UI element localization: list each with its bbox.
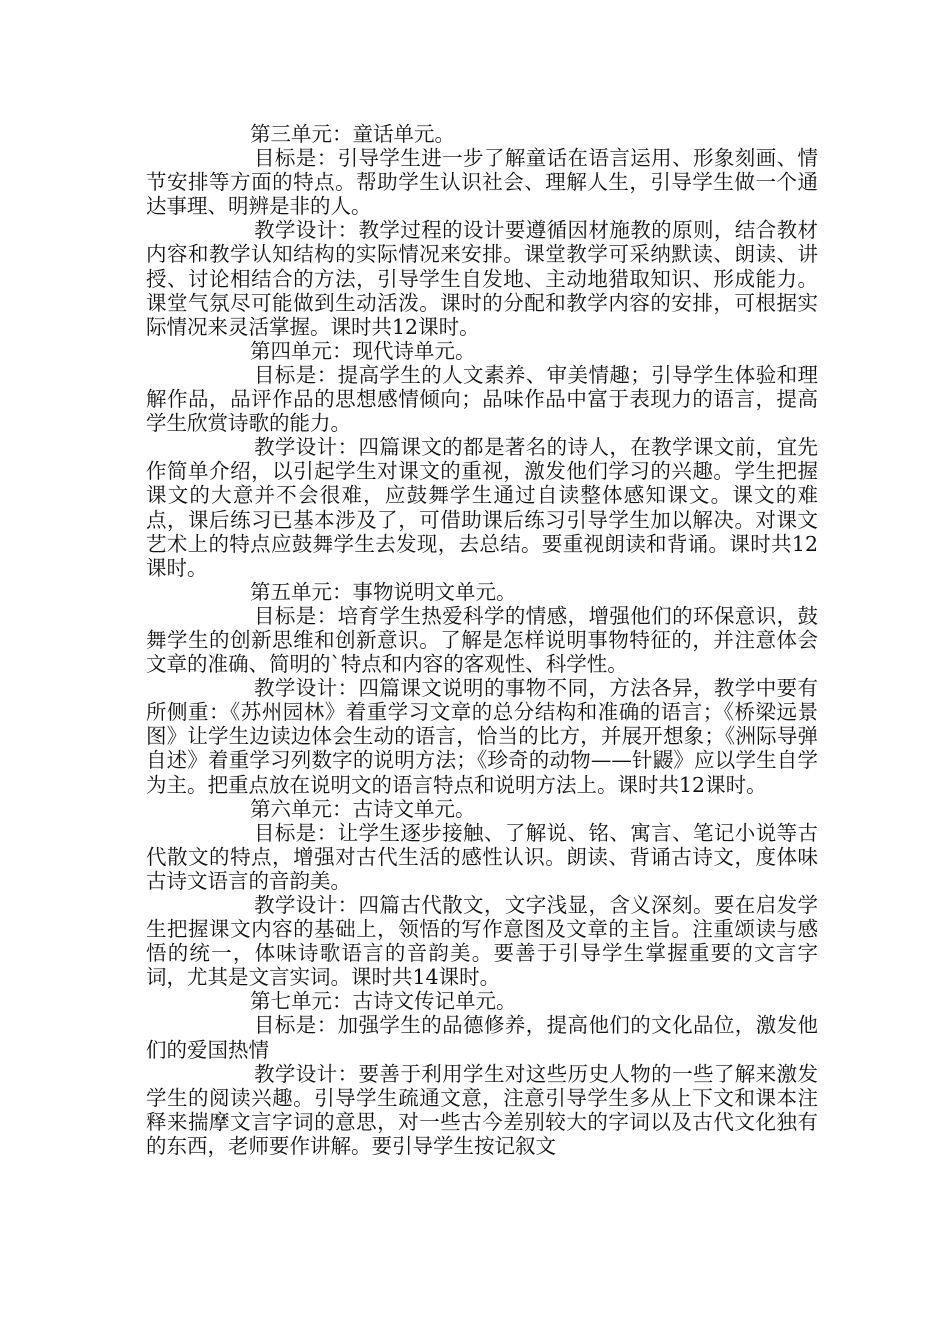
unit-4-goal: 目标是：提高学生的人文素养、审美情趣；引导学生体验和理解作品，品评作品的思想感情倾向；品味作品中富于表现力的语言，提高学生欣赏诗歌的能力。 — [146, 362, 818, 436]
unit-7-title: 第七单元：古诗文传记单元。 — [250, 989, 517, 1014]
unit-5-title: 第五单元：事物说明文单元。 — [250, 579, 517, 604]
unit-5-goal: 目标是：培育学生热爱科学的情感，增强他们的环保意识，鼓舞学生的创新思维和创新意识。了解是怎样说明事物特征的，并注意体会文章的准确、简明的`特点和内容的客观性、科学性。 — [146, 603, 818, 677]
unit-4-design: 教学设计：四篇课文的都是著名的诗人，在教学课文前，宜先作简单介绍，以引起学生对课文的重视，激发他们学习的兴趣。学生把握课文的大意并不会很难，应鼓舞学生通过自读整体感知课文。课文的难点，课后练习已基本涉及了，可借助课后练习引导学生加以解决。对课文艺术上的特点应鼓舞学生去发现，去总结。要重视朗读和背诵。课时共12课时。 — [146, 435, 818, 580]
unit-6-title: 第六单元：古诗文单元。 — [250, 796, 476, 821]
unit-4-title: 第四单元：现代诗单元。 — [250, 338, 476, 363]
unit-3-title: 第三单元：童话单元。 — [250, 122, 455, 146]
document-body — [146, 122, 818, 1158]
unit-7-goal: 目标是：加强学生的品德修养，提高他们的文化品位，激发他们的爱国热情 — [146, 1013, 818, 1062]
unit-7-design: 教学设计：要善于利用学生对这些历史人物的一些了解来激发学生的阅读兴趣。引导学生疏通文意，注意引导学生多从上下文和课本注释来揣摩文言字词的意思，对一些古今差别较大的字词以及古代文化独有的东西，老师要作讲解。要引导学生按记叙文 — [146, 1061, 818, 1158]
unit-3-design: 教学设计：教学过程的设计要遵循因材施教的原则，结合教材内容和教学认知结构的实际情况来安排。课堂教学可采纳默读、朗读、讲授、讨论相结合的方法，引导学生自发地、主动地猎取知识、形成能力。课堂气氛尽可能做到生动活泼。课时的分配和教学内容的安排，可根据实际情况来灵活掌握。课时共12课时。 — [146, 218, 818, 339]
unit-6-design: 教学设计：四篇古代散文，文字浅显，含义深刻。要在启发学生把握课文内容的基础上，领悟的写作意图及文章的主旨。注重颂读与感悟的统一，体味诗歌语言的音韵美。要善于引导学生掌握重要的文言字词，尤其是文言实词。课时共14课时。 — [146, 893, 818, 990]
unit-3-goal: 目标是：引导学生进一步了解童话在语言运用、形象刻画、情节安排等方面的特点。帮助学生认识社会、理解人生，引导学生做一个通达事理、明辨是非的人。 — [146, 146, 818, 219]
unit-6-goal: 目标是：让学生逐步接触、了解说、铭、寓言、笔记小说等古代散文的特点，增强对古代生活的感性认识。朗读、背诵古诗文，度体味古诗文语言的音韵美。 — [146, 820, 818, 893]
unit-5-design: 教学设计：四篇课文说明的事物不同，方法各异，教学中要有所侧重：《苏州园林》着重学习文章的总分结构和准确的语言；《桥梁远景图》让学生边读边体会生动的语言，恰当的比方，并展开想象；《洲际导弹自述》着重学习列数字的说明方法；《珍奇的动物——针鼹》应以学生自学为主。把重点放在说明文的语言特点和说明方法上。课时共12课时。 — [146, 676, 818, 797]
